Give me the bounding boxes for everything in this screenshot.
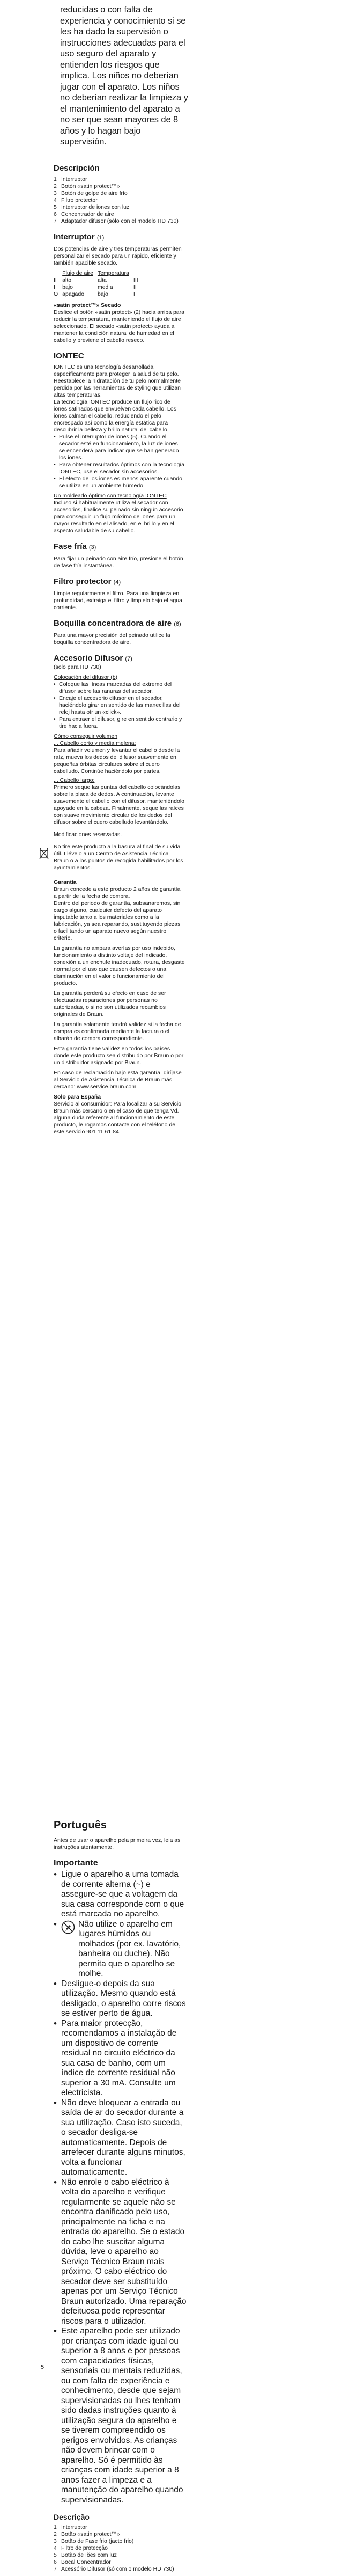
filtro-ref: (4) xyxy=(113,579,121,586)
flow-header: Flujo de aire xyxy=(62,269,93,276)
largo-title: ... Cabello largo: xyxy=(54,777,95,784)
bullet-text: Encaje el accesorio difusor en el secador, haciéndolo girar en sentido de las manecillas del reloj hasta oír un «click». xyxy=(59,694,181,715)
temp-header: Temperatura xyxy=(97,269,129,276)
list-item xyxy=(54,716,185,730)
difusor-heading xyxy=(54,654,185,664)
interruptor-title: Interruptor xyxy=(54,232,95,241)
flow-value: alto xyxy=(62,276,72,283)
switch-pos: II xyxy=(54,276,57,283)
item-text: Filtro protector xyxy=(61,196,98,203)
boquilla-ref: (6) xyxy=(174,620,181,627)
garantia-p3: La garantía no ampara averías por uso indebido, funcionamiento a distinto voltaje del indicado, conexión a un enchufe inadecuado, rotura, desgaste normal por el uso que causen defectos o una disminución en el valor o funcionamiento del producto. xyxy=(54,945,185,986)
temp-pos: II xyxy=(133,283,137,290)
list-item xyxy=(54,204,185,211)
list-item xyxy=(54,2019,188,2098)
interruptor-heading xyxy=(54,232,185,243)
importante-heading: Importante xyxy=(54,1858,98,1868)
filtro-title: Filtro protector xyxy=(54,576,112,586)
solo-espana-heading: Solo para España xyxy=(54,1093,101,1100)
modificaciones: Modificaciones reservadas. xyxy=(54,831,122,838)
bullet-text: Para maior protecção, recomendamos a instalação de um dispositivo de corrente residual no circuito eléctrico da sua casa de banho, com um índice de corrente residual não superior a 30 mA. Consulte um electricista. xyxy=(61,2018,177,2097)
solo-espana-text: Servicio al consumidor: Para localizar a su Servicio Braun más cercano o en el caso de que tenga Vd. alguna duda referente al funcionamiento de este producto, le rogamos contacte con el teléfono de este servicio 901 11 61 84. xyxy=(54,1100,182,1135)
bullet-text: Pulse el interruptor de iones (5). Cuando el secador esté en funcionamiento, la luz de iones se encenderá para indicar que se han generado los iones. xyxy=(59,433,179,461)
iontec-heading: IONTEC xyxy=(54,351,84,361)
item-text: Botão «satin protect™» xyxy=(61,2531,120,2537)
item-number: 2 xyxy=(54,2531,57,2537)
crossed-bin-icon xyxy=(39,847,49,860)
list-item xyxy=(54,475,185,489)
item-text: Botón de golpe de aire frío xyxy=(61,189,128,196)
garantia-p7: En caso de reclamación bajo esta garantía, diríjase al Servicio de Asistencia Técnica de Braun más cercano: www.service.braun.com. xyxy=(54,1069,182,1090)
largo-text: Primero seque las puntas del cabello colocándolas sobre la placa de dedos. A continuación, levante suavemente el cabello con el difusor, manteniéndolo apoyado en la cabeza. Finalmente, seque las raíces con suave movimiento circular de los dedos del difusor sobre el cuero cabelludo levantándolo. xyxy=(54,784,184,825)
list-item xyxy=(54,183,185,190)
bullet-text: Não deve bloquear a entrada ou saída de ar do secador durante a sua utilização. Caso isto suceda, o secador desliga-se automaticamente. Depois de arrefecer durante alguns minutos, volta a funcionar automaticamente. xyxy=(61,2098,185,2177)
corto-text: Para añadir volumen y levantar el cabello desde la raíz, mueva los dedos del difusor suavemente en pequeñas órbitas circulares sobre el cuero cabelludo. Continúe haciéndolo por partes. xyxy=(54,747,180,774)
switch-pos: O xyxy=(54,290,58,297)
iontec-bullets xyxy=(54,434,185,489)
list-item xyxy=(54,2545,188,2552)
item-text: Botão de Fase frio (jacto frio) xyxy=(61,2538,134,2544)
list-item xyxy=(54,2098,188,2178)
item-number: 7 xyxy=(54,2566,57,2572)
interruptor-text: Dos potencias de aire y tres temperaturas permiten personalizar el secado para un rápido, eficiente y también apacible secado. xyxy=(54,245,182,266)
descricao-heading: Descrição xyxy=(54,2513,90,2521)
item-text: Bocal Concentrador xyxy=(61,2559,111,2565)
bullet-text: Coloque las líneas marcadas del extremo del difusor sobre las ranuras del secador. xyxy=(59,680,172,694)
interruptor-ref: (1) xyxy=(96,234,105,241)
bullet-icon: • xyxy=(54,1978,57,1989)
bullet-icon: • xyxy=(54,680,56,687)
volumen-title: Cómo conseguir volumen xyxy=(54,733,118,740)
list-item xyxy=(54,1979,188,2019)
list-item xyxy=(54,197,185,204)
bullet-text: Este aparelho pode ser utilizado por crianças com idade igual ou superior a 8 anos e por pessoas com capacidades físicas, sensoriais ou mentais reduzidas, ou com falta de experiência e conhecimento, desde que sejam supervisionadas ou lhes tenham sido dadas instruções quanto à utilização segura do aparelho e se tiverem compreendido os perigos envolvidos. As crianças não devem brincar com o aparelho. Só é permitido às crianças com idade superior a 8 anos fazer a limpeza e a manutenção do aparelho quando supervisionadas. xyxy=(61,2326,183,2505)
boquilla-title: Boquilla concentradora de aire xyxy=(54,618,172,628)
disposal-notice xyxy=(54,844,185,872)
importante-bullets-continued xyxy=(54,1979,188,2506)
bullet-text: Para extraer el difusor, gire en sentido contrario y tire hacia fuera. xyxy=(59,715,182,729)
garantia-p5: La garantía solamente tendrá validez si la fecha de compra es confirmada mediante la factura o el albarán de compra correspondiente. xyxy=(54,1021,181,1042)
list-item xyxy=(54,1920,188,1979)
list-item xyxy=(54,190,185,197)
iontec-paragraph-1: IONTEC es una tecnología desarrollada específicamente para proteger la salud de tu pelo. Reestablece la hidratación de tu pelo normalmente perdida por las herramientas de styling que utilizan altas temperaturas. xyxy=(54,363,181,398)
table-row xyxy=(54,291,143,298)
switch-settings-table xyxy=(54,270,143,298)
difusor-title: Accesorio Difusor xyxy=(54,653,123,663)
item-number: 5 xyxy=(54,2552,57,2558)
list-item xyxy=(54,211,185,218)
importante-bullets xyxy=(54,1870,188,1979)
temp-value: alta xyxy=(97,276,107,283)
portuguese-section xyxy=(54,1819,188,2576)
item-text: Botão de Iões com luz xyxy=(61,2552,117,2558)
item-number: 4 xyxy=(54,2545,57,2551)
bullet-text: El efecto de los iones es menos aparente cuando se utiliza en un ambiente húmedo. xyxy=(59,475,182,489)
bullet-text: Desligue-o depois da sua utilização. Mesmo quando está desligado, o aparelho corre riscos se estiver perto de água. xyxy=(61,1979,186,2018)
fase-fria-title: Fase fría xyxy=(54,541,87,551)
list-item xyxy=(54,2559,188,2566)
item-text: Botón «satin protect™» xyxy=(61,182,120,189)
page-number: 5 xyxy=(41,2364,44,2370)
item-text: Interruptor de iones con luz xyxy=(61,203,130,210)
disposal-text: No tire este producto a la basura al final de su vida útil. Llévelo a un Centro de Asistencia Técnica Braun o a los puntos de recogida habilitados por los ayuntamientos. xyxy=(54,843,183,871)
colocacion-title: Colocación del difusor (b) xyxy=(54,674,118,680)
list-item xyxy=(54,2178,188,2327)
fase-fria-ref: (3) xyxy=(88,544,96,551)
bullet-icon: • xyxy=(54,694,56,701)
switch-pos: I xyxy=(54,283,55,290)
list-item xyxy=(54,2538,188,2545)
safety-intro-paragraph: reducidas o con falta de experiencia y conocimiento si se les ha dado la supervisión o instrucciones adecuadas para el uso seguro del aparato y entienden los riesgos que implica. Los niños no deberían jugar con el aparato. Los niños no deberían realizar la limpieza y el mantenimiento del aparato a no ser que sean mayores de 8 años y lo hagan bajo supervisión. xyxy=(60,5,188,147)
bullet-icon: • xyxy=(54,1869,57,1879)
item-number: 1 xyxy=(54,175,57,182)
bullet-text: Não utilize o aparelho em lugares húmidos ou molhados (por ex. lavatório, banheira ou duche). Não permita que o aparelho se molhe. xyxy=(78,1919,181,1978)
list-item xyxy=(54,176,185,183)
item-text: Interruptor xyxy=(61,175,87,182)
filtro-heading xyxy=(54,577,185,587)
temp-pos: III xyxy=(133,276,138,283)
iontec-paragraph-2: La tecnología IONTEC produce un flujo rico de iones satinados que envuelven cada cabello. Los iones calman el cabello, reduciendo el pelo encrespado así como la energía estática para descubrir la belleza y brillo natural del cabello. xyxy=(54,398,176,433)
fase-fria-heading xyxy=(54,542,185,552)
temp-pos: I xyxy=(133,290,135,297)
descripcion-list xyxy=(54,176,185,225)
garantia-p4: La garantía perderá su efecto en caso de ser efectuadas reparaciones por personas no autorizadas, o si no son utilizados recambios originales de Braun. xyxy=(54,990,166,1018)
list-item xyxy=(54,2566,188,2573)
difusor-ref: (7) xyxy=(125,655,132,662)
list-item xyxy=(54,1870,188,1920)
item-number: 5 xyxy=(54,203,57,210)
table-row xyxy=(54,284,143,291)
list-item xyxy=(54,695,185,716)
item-text: Concentrador de aire xyxy=(61,210,114,217)
list-item xyxy=(54,2531,188,2538)
bullet-icon: • xyxy=(54,433,56,440)
list-item xyxy=(54,2524,188,2531)
item-number: 4 xyxy=(54,196,57,203)
bullet-text: Para obtener resultados óptimos con la tecnología IONTEC, use el secador sin accesorios. xyxy=(59,461,185,475)
item-number: 6 xyxy=(54,210,57,217)
item-number: 6 xyxy=(54,2559,57,2565)
iontec-mode-title: Un moldeado óptimo con tecnología IONTEC xyxy=(54,492,167,499)
list-item xyxy=(54,2326,188,2505)
no-water-icon xyxy=(61,1920,75,1934)
item-number: 1 xyxy=(54,2524,57,2530)
bullet-icon: • xyxy=(54,2326,57,2336)
item-text: Filtro de protecção xyxy=(61,2545,108,2551)
pt-intro: Antes de usar o aparelho pela primeira vez, leia as instruções atentamente. xyxy=(54,1837,181,1850)
bullet-icon: • xyxy=(54,2018,57,2029)
list-item xyxy=(54,681,185,695)
list-item xyxy=(54,462,185,475)
flow-value: apagado xyxy=(62,290,85,297)
item-number: 3 xyxy=(54,2538,57,2544)
bullet-icon: • xyxy=(54,2177,57,2187)
item-number: 3 xyxy=(54,189,57,196)
descripcion-heading: Descripción xyxy=(54,163,100,173)
icon-bullet-row xyxy=(61,1920,188,1979)
bullet-icon: • xyxy=(54,461,56,468)
bullet-icon: • xyxy=(54,475,56,482)
garantia-p2: Dentro del periodo de garantía, subsanaremos, sin cargo alguno, cualquier defecto del aparato imputable tanto a los materiales como a la fabricación, ya sea reparando, sustituyendo piezas o facilitando un aparato nuevo según nuestro criterio. xyxy=(54,899,181,941)
boquilla-heading xyxy=(54,619,185,629)
item-number: 2 xyxy=(54,182,57,189)
boquilla-text: Para una mayor precisión del peinado utilice la boquilla concentradora de aire. xyxy=(54,632,170,646)
item-text: Interruptor xyxy=(61,2524,87,2530)
list-item xyxy=(54,2552,188,2559)
iontec-mode-text: Incluso si habitualmente utiliza el secador con accesorios, finalice su peinado sin ningún accesorio para conseguir un flujo máximo de iones para un mayor resultado en el alisado, en el brillo y en el aspecto saludable de su cabello. xyxy=(54,499,183,534)
bullet-text: Não enrole o cabo eléctrico à volta do aparelho e verifique regularmente se aquele não se encontra danificado pelo uso, principalmente na ficha e na entrada do aparelho. Se o estado do cabo lhe suscitar alguma dúvida, leve o aparelho ao Serviço Técnico Braun mais próximo. O cabo eléctrico do secador deve ser substituído apenas por um Serviço Técnico Braun autorizado. Uma reparação defeituosa pode representar riscos para o utilizador. xyxy=(61,2177,187,2326)
bullet-icon: • xyxy=(54,2097,57,2108)
difusor-subtitle: (solo para HD 730) xyxy=(54,663,101,670)
temp-value: bajo xyxy=(97,290,108,297)
descricao-list xyxy=(54,2524,188,2573)
item-text: Acessório Difusor (só com o modelo HD 730) xyxy=(61,2566,174,2572)
list-item xyxy=(54,434,185,462)
fase-fria-text: Para fijar un peinado con aire frío, presione el botón de fase fría instantánea. xyxy=(54,555,183,569)
corto-title: ... Cabello corto y media melena: xyxy=(54,740,136,747)
colocacion-bullets xyxy=(54,681,185,730)
satin-heading: «satin protect™» Secado xyxy=(54,302,121,309)
table-row xyxy=(54,277,143,284)
satin-text: Deslice el botón «satin protect» (2) hacia arriba para reducir la temperatura, manteniendo el flujo de aire seleccionado. El secado «satin protect» ayuda a mantener la condición natural de humedad en el cabello y previene el cabello reseco. xyxy=(54,309,184,343)
temp-value: media xyxy=(97,283,113,290)
garantia-heading: Garantía xyxy=(54,879,77,885)
bullet-icon: • xyxy=(54,1919,57,1929)
list-item xyxy=(54,218,185,225)
garantia-p6: Esta garantía tiene validez en todos los países donde este producto sea distribuido por Braun o por un distribuidor asignado por Braun. xyxy=(54,1045,184,1066)
filtro-text: Limpie regularmente el filtro. Para una limpieza en profundidad, extraiga el filtro y límpielo bajo el agua corriente. xyxy=(54,590,182,611)
garantia-p1: Braun concede a este producto 2 años de garantía a partir de la fecha de compra. xyxy=(54,885,181,899)
bullet-icon: • xyxy=(54,715,56,722)
bullet-text: Ligue o aparelho a uma tomada de corrente alterna (~) e assegure-se que a voltagem da sua casa corresponde com o que está marcada no aparelho. xyxy=(61,1870,184,1919)
spanish-section xyxy=(54,4,188,1139)
item-text: Adaptador difusor (sólo con el modelo HD 730) xyxy=(61,217,179,224)
language-title: Português xyxy=(54,1819,107,1831)
item-number: 7 xyxy=(54,217,57,224)
flow-value: bajo xyxy=(62,283,73,290)
